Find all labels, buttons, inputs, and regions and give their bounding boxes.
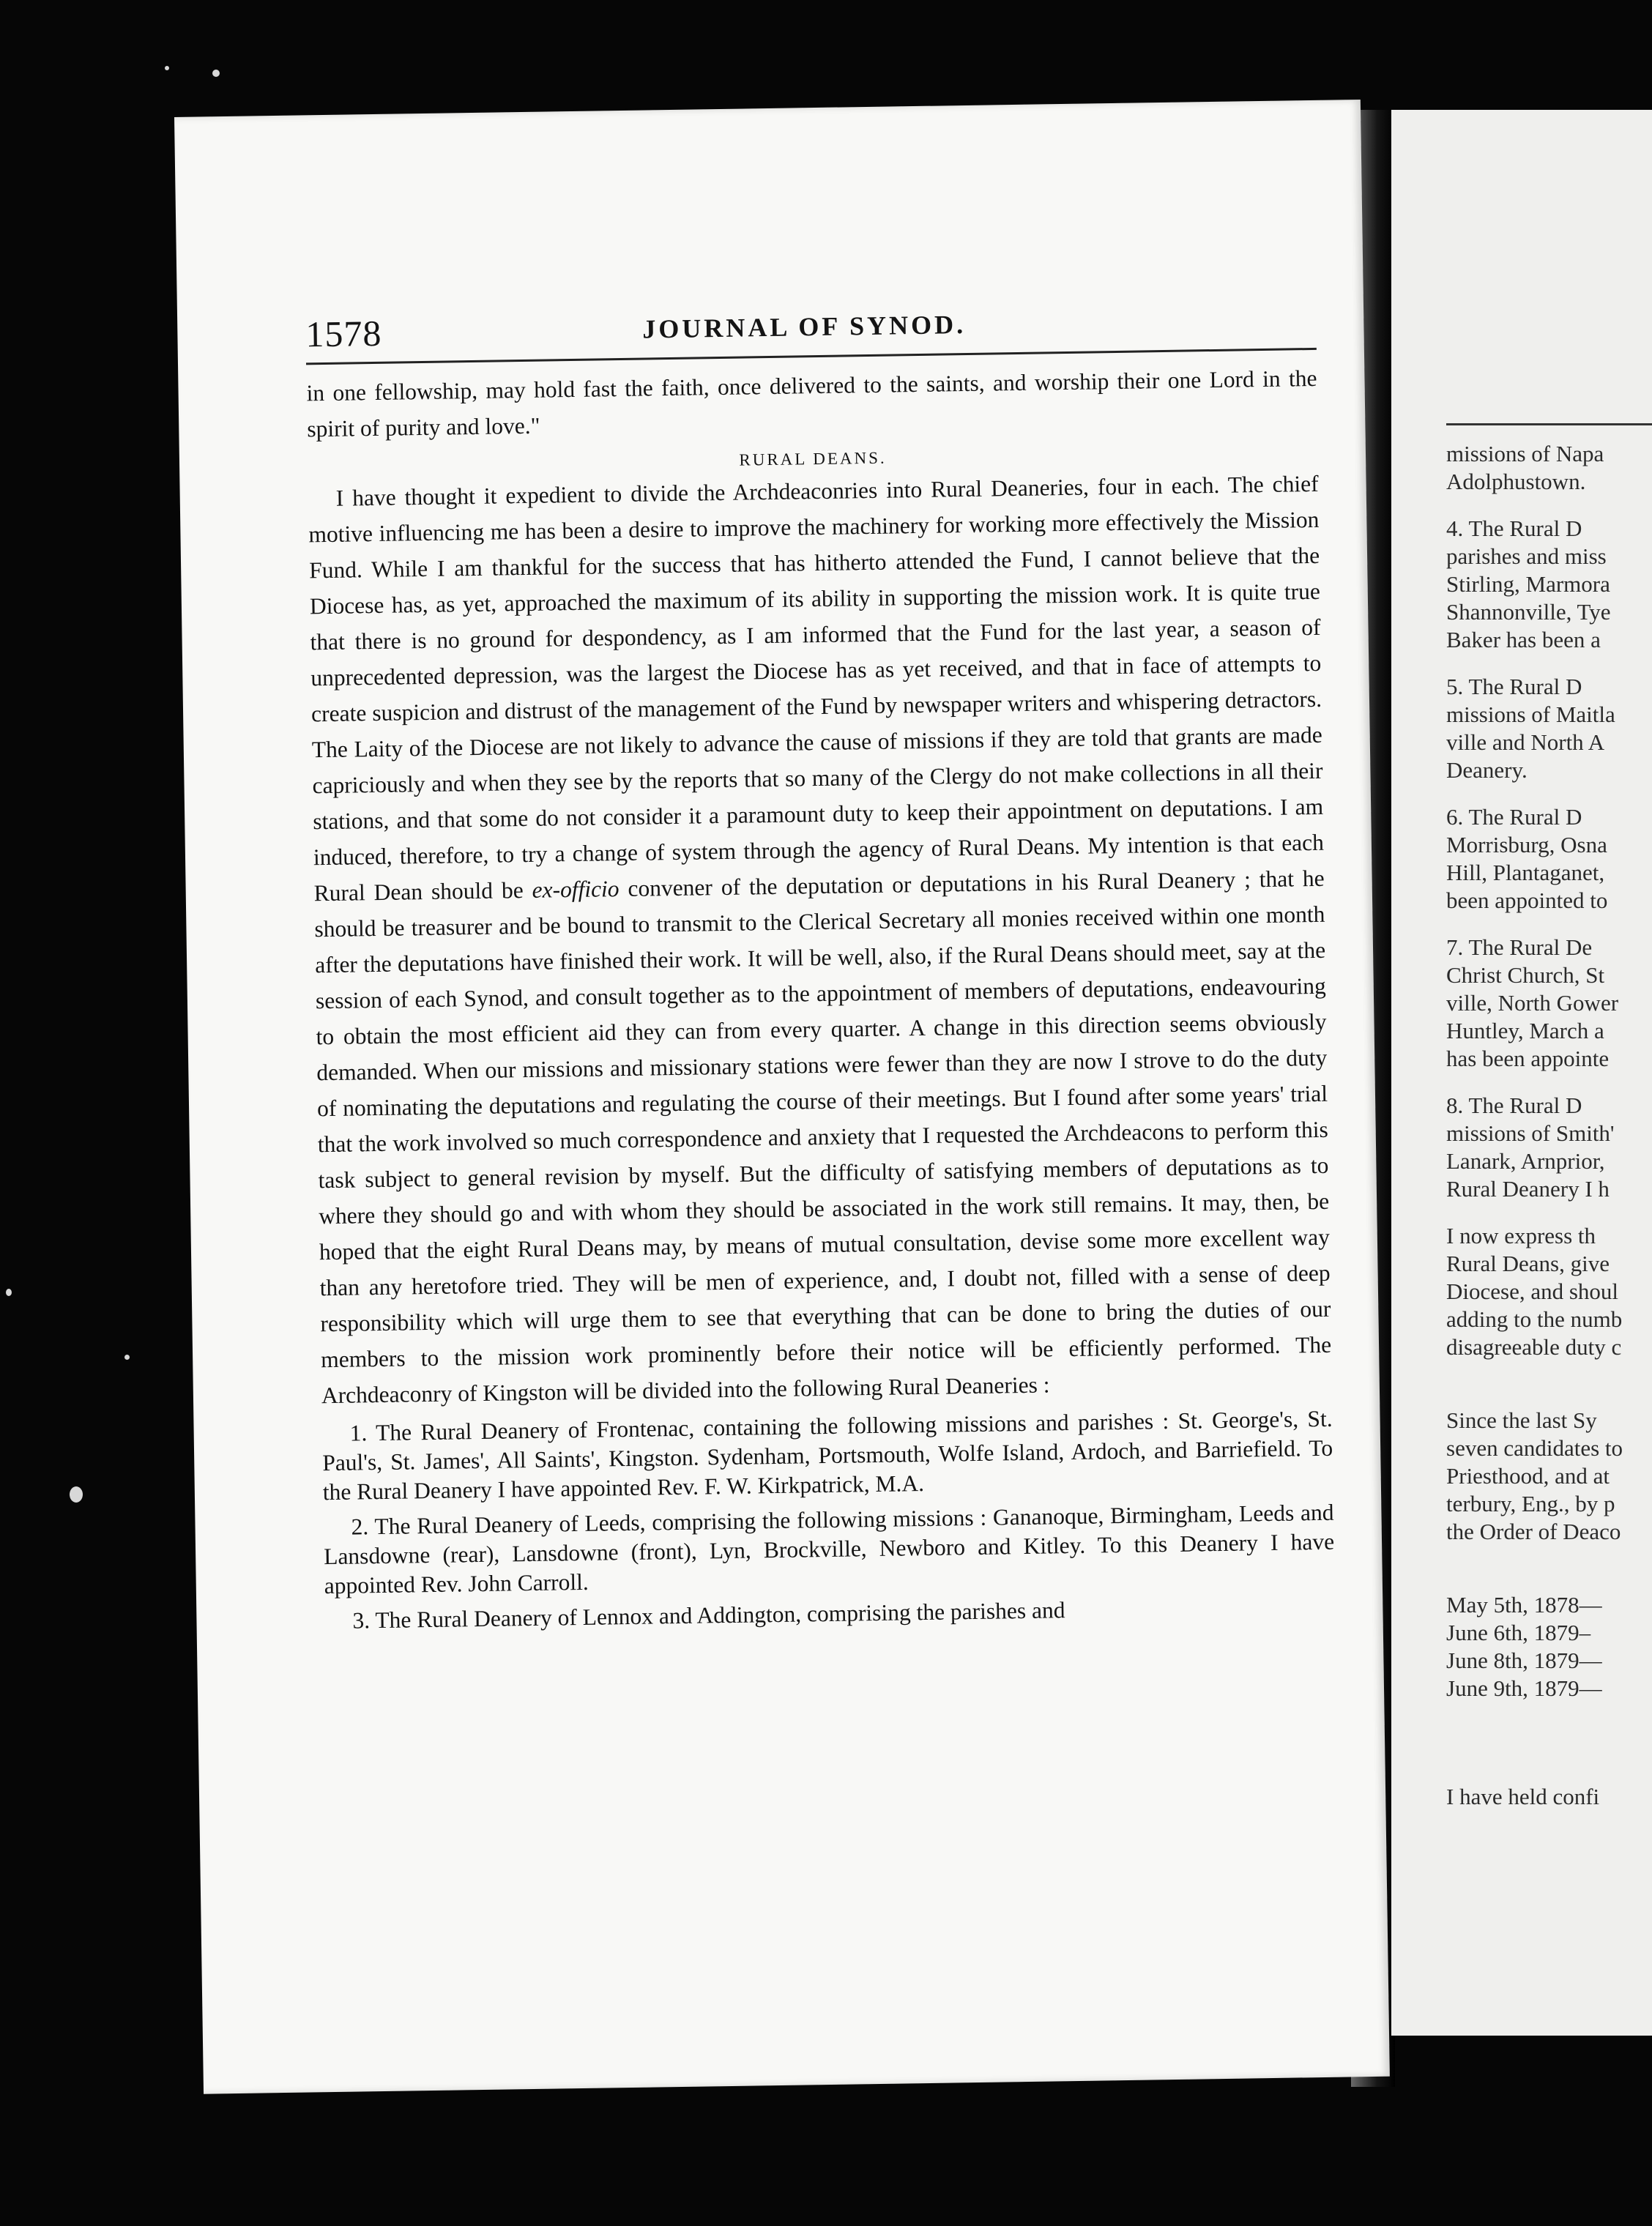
body-paragraph xyxy=(308,466,1332,1413)
facing-page-line: disagreeable duty c xyxy=(1446,1334,1622,1360)
facing-page-line: ville and North A xyxy=(1446,729,1605,755)
facing-page-line: Priesthood, and at xyxy=(1446,1463,1610,1489)
facing-page-line: 5. The Rural D xyxy=(1446,674,1582,699)
facing-page-line: terbury, Eng., by p xyxy=(1446,1491,1615,1516)
facing-page-line: Morrisburg, Osna xyxy=(1446,832,1607,857)
line-gap xyxy=(1446,915,1652,934)
body-text-part-1: I have thought it expedient to divide the Archdeaconries into Rural Deaneries, four in each. The chief motive influencing me has been a desire to improve the machinery for working more effectively the Mission Fund. While I am thankful for the success that has hitherto attended the Fund, I cannot believe that the Diocese has, as yet, approached the maximum of its ability in supporting the mission work. It is quite true that there is no ground for despondency, as I am informed that the Fund for the last year, a season of unprecedented depression, was the largest the Diocese has as yet received, and that in face of attempts to create suspicion and distrust of the management of the Fund by newspaper writers and whispering detractors. The Laity of the Diocese are not likely to advance the cause of missions if they are told that grants are made capriciously and when they see by the reports that so many of the Clergy do not make collections in all their stations, and that some do not consider it a paramount duty to keep their appointment on deputations. I am induced, therefore, to try a change of system through the agency of Rural Deans. My intention is that each Rural Dean should be xyxy=(308,470,1325,907)
body-italic-term: ex-officio xyxy=(532,876,620,903)
line-gap xyxy=(1446,1073,1652,1092)
facing-page-line: I now express th xyxy=(1446,1223,1596,1248)
facing-page xyxy=(1391,110,1652,2036)
section-gap xyxy=(1446,1546,1652,1591)
main-page xyxy=(174,100,1390,2094)
facing-page-line: Since the last Sy xyxy=(1446,1407,1597,1433)
deanery-item-1: 1. The Rural Deanery of Frontenac, containing the following missions and parishes : St. George's, St. Paul's, St. James', All Saints', Kingston. Sydenham, Portsmouth, Wolfe Island, Ardoch, and Barriefield. To the Rural Deanery I have appointed Rev. F. W. Kirkpatrick, M.A. xyxy=(322,1405,1333,1505)
dust-speck xyxy=(6,1289,12,1296)
facing-page-line: parishes and miss xyxy=(1446,543,1607,569)
facing-page-line: has been appointe xyxy=(1446,1046,1610,1071)
facing-page-line: Diocese, and shoul xyxy=(1446,1278,1619,1304)
facing-page-line: I have held confi xyxy=(1446,1784,1600,1809)
facing-page-line: Lanark, Arnprior, xyxy=(1446,1148,1605,1174)
facing-page-line: Hill, Plantaganet, xyxy=(1446,860,1605,885)
facing-page-line: 7. The Rural De xyxy=(1446,934,1593,960)
section-heading: RURAL DEANS. xyxy=(739,448,887,469)
facing-page-line: Rural Deans, give xyxy=(1446,1251,1610,1276)
section-gap xyxy=(1446,1702,1652,1783)
facing-page-line: Stirling, Marmora xyxy=(1446,571,1610,597)
running-title: JOURNAL OF SYNOD. xyxy=(642,309,967,344)
line-gap xyxy=(1446,1203,1652,1222)
page-number: 1578 xyxy=(305,312,382,355)
facing-page-line: Adolphustown. xyxy=(1446,469,1586,494)
running-head xyxy=(305,289,1317,355)
facing-page-line: May 5th, 1878— xyxy=(1446,1592,1602,1618)
facing-page-line: ville, North Gower xyxy=(1446,990,1619,1016)
facing-page-line: the Order of Deaco xyxy=(1446,1519,1621,1544)
facing-page-text xyxy=(1446,337,1652,1811)
opening-paragraph: in one fellowship, may hold fast the faith, once delivered to the saints, and worship their one Lord in the spirit of purity and love." xyxy=(306,365,1317,442)
facing-page-line: adding to the numb xyxy=(1446,1306,1623,1332)
facing-page-line: June 9th, 1879— xyxy=(1446,1675,1602,1701)
facing-page-line: Christ Church, St xyxy=(1446,962,1605,988)
facing-page-line: Baker has been a xyxy=(1446,627,1601,652)
page-content xyxy=(305,289,1336,1636)
facing-page-line: seven candidates to xyxy=(1446,1435,1623,1461)
dust-speck xyxy=(212,70,220,77)
facing-page-line: Rural Deanery I h xyxy=(1446,1176,1610,1202)
line-gap xyxy=(1446,496,1652,515)
line-gap xyxy=(1446,784,1652,803)
facing-page-line: Deanery. xyxy=(1446,757,1528,783)
facing-page-line: 4. The Rural D xyxy=(1446,515,1582,541)
dust-speck xyxy=(124,1355,130,1360)
facing-page-line: June 8th, 1879— xyxy=(1446,1648,1602,1673)
facing-page-line: 8. The Rural D xyxy=(1446,1092,1582,1118)
facing-page-line: 6. The Rural D xyxy=(1446,804,1582,830)
dust-speck xyxy=(70,1486,83,1503)
deanery-item-2: 2. The Rural Deanery of Leeds, comprising the following missions : Gananoque, Birmingham, Leeds and Lansdowne (rear), Lansdowne (front), Lyn, Brockville, Newboro and Kitley. To this Deanery I have appointed Rev. John Carroll. xyxy=(323,1499,1335,1599)
facing-page-line: missions of Napa xyxy=(1446,441,1604,466)
facing-page-rule xyxy=(1446,423,1652,425)
facing-page-line: missions of Maitla xyxy=(1446,701,1615,727)
facing-page-line: Shannonville, Tye xyxy=(1446,599,1611,625)
line-gap xyxy=(1446,654,1652,673)
facing-page-line: been appointed to xyxy=(1446,887,1608,913)
dust-speck xyxy=(165,66,169,70)
facing-page-line: Huntley, March a xyxy=(1446,1018,1604,1043)
body-text-part-2: convener of the deputation or deputations in his Rural Deanery ; that he should be treasurer and be bound to transmit to the Clerical Secretary all monies received within one month after the deputations have finished their work. It will be well, also, if the Rural Deans should meet, say at the session of each Synod, and consult together as to the appointment of members of deputations, endeavouring to obtain the most efficient aid they can from every quarter. A change in this direction seems obviously demanded. When our missions and missionary stations were fewer than they are now I strove to do the duty of nominating the deputations and regulating the course of their meetings. But I found after some years' trial that the work involved so much correspondence and anxiety that I requested the Archdeacons to perform this task subject to general revision by myself. But the difficulty of satisfying members of deputations as to where they should go and with whom they should be associated in the work still remains. It may, then, be hoped that the eight Rural Deans may, by means of mutual consultation, devise some more excellent way than any heretofore tried. They will be men of experience, and, I doubt not, filled with a sense of deep responsibility which will urge them to see that everything that can be done to bring the duties of our members to the mission work prominently before their notice will be efficiently performed. The Archdeaconry of Kingston will be divided into the following Rural Deaneries : xyxy=(314,865,1332,1409)
section-gap xyxy=(1446,1361,1652,1407)
deanery-item-3: 3. The Rural Deanery of Lennox and Addington, comprising the parishes and xyxy=(352,1597,1065,1634)
facing-page-line: missions of Smith' xyxy=(1446,1120,1615,1146)
facing-page-line: June 6th, 1879– xyxy=(1446,1620,1591,1645)
